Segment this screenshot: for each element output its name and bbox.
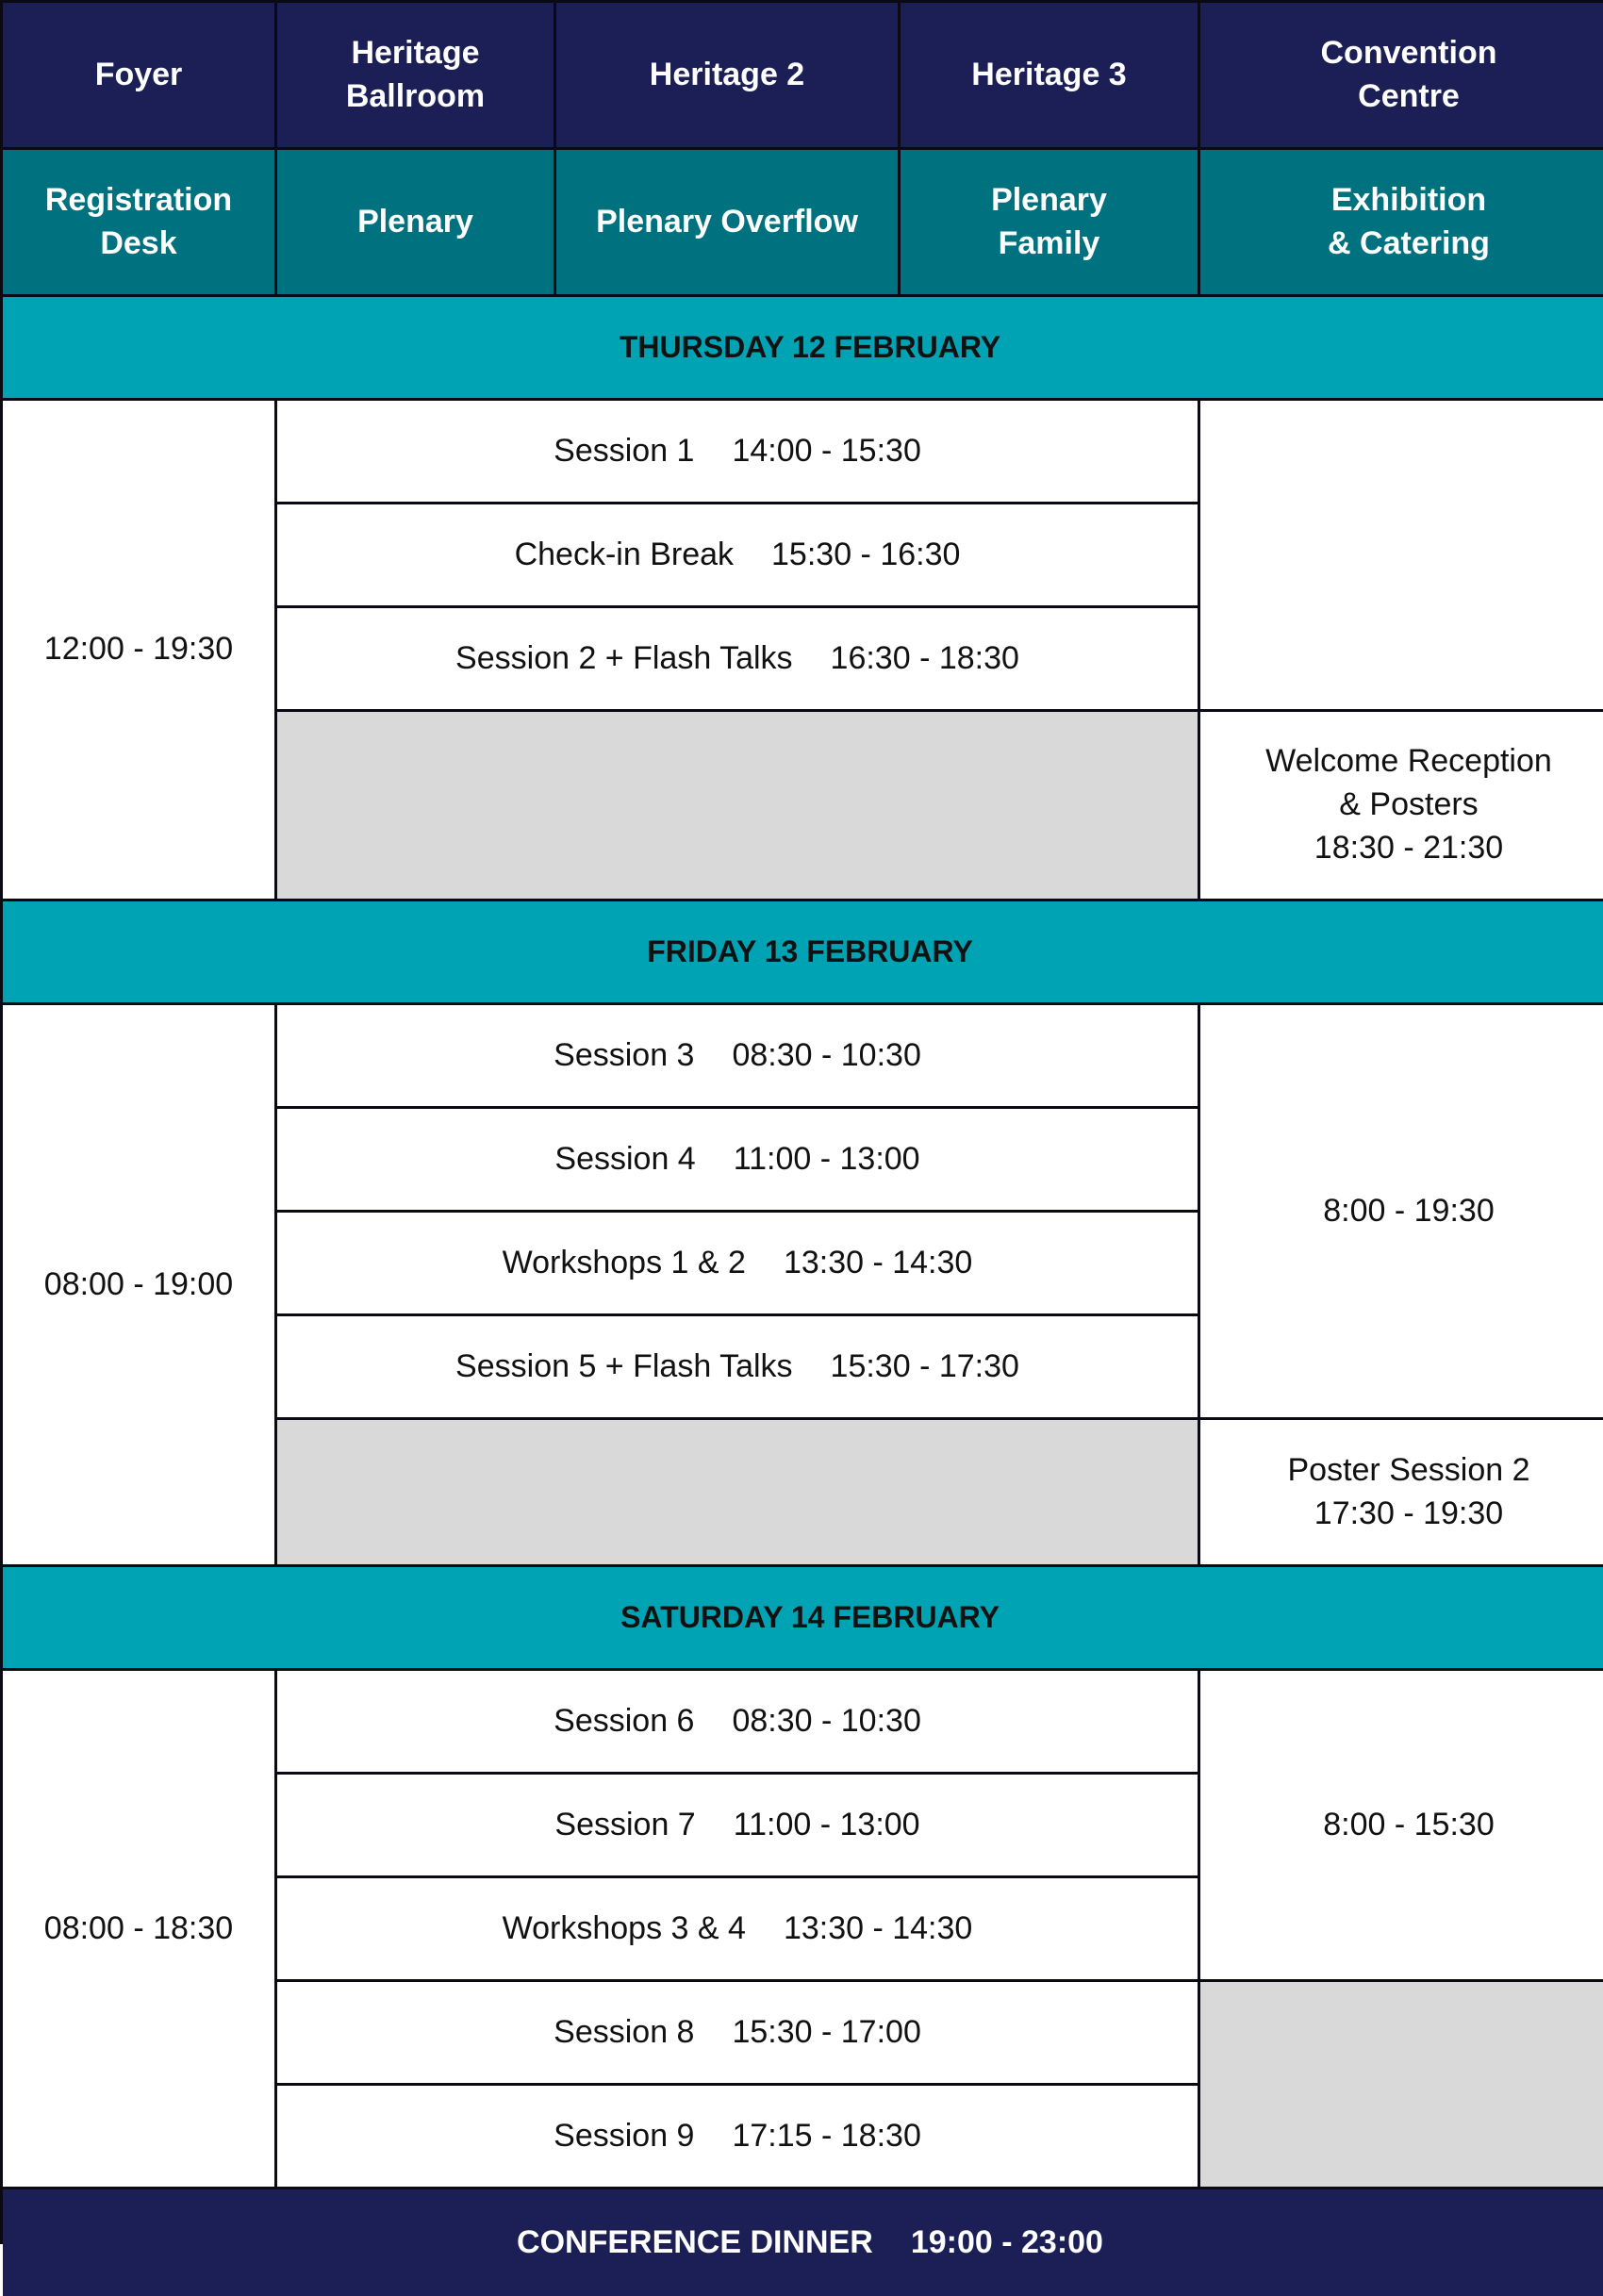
session-time: 14:00 - 15:30 xyxy=(732,432,921,469)
session-time: 11:00 - 13:00 xyxy=(733,1140,920,1177)
registration-hours-saturday: 08:00 - 18:30 xyxy=(3,1671,274,2187)
session-row xyxy=(277,608,1198,709)
session-row xyxy=(277,1213,1198,1313)
session-name: Session 8 xyxy=(554,2013,695,2050)
registration-hours-thursday: 12:00 - 19:30 xyxy=(3,401,274,899)
session-name: Session 3 xyxy=(554,1036,695,1073)
venue-foyer: Foyer xyxy=(3,3,274,147)
role-plenary-family: Plenary Family xyxy=(901,150,1198,294)
session-time: 11:00 - 13:00 xyxy=(733,1806,920,1842)
registration-hours-friday: 08:00 - 19:00 xyxy=(3,1005,274,1564)
dinner-time: 19:00 - 23:00 xyxy=(910,2223,1103,2260)
session-row xyxy=(277,1671,1198,1772)
role-registration-desk: Registration Desk xyxy=(3,150,274,294)
venue-heritage-2: Heritage 2 xyxy=(556,3,898,147)
dinner-label: CONFERENCE DINNER xyxy=(517,2223,873,2260)
session-time: 17:15 - 18:30 xyxy=(732,2117,921,2154)
session-time: 15:30 - 17:30 xyxy=(830,1347,1019,1384)
exhibition-empty-thursday xyxy=(1200,401,1603,709)
venue-convention-centre: Convention Centre xyxy=(1200,3,1603,147)
role-exhibition-catering: Exhibition & Catering xyxy=(1200,150,1603,294)
session-name: Workshops 3 & 4 xyxy=(502,1909,746,1946)
session-time: 08:30 - 10:30 xyxy=(732,1036,921,1073)
day-header-saturday: SATURDAY 14 FEBRUARY xyxy=(3,1567,1603,1668)
session-name: Session 6 xyxy=(554,1702,695,1739)
session-time: 13:30 - 14:30 xyxy=(783,1909,973,1946)
exhibition-hours-friday: 8:00 - 19:30 xyxy=(1200,1005,1603,1417)
role-plenary-overflow: Plenary Overflow xyxy=(556,150,898,294)
empty-grey-block xyxy=(277,712,1198,899)
session-name: Session 1 xyxy=(554,432,695,469)
exhibition-hours-saturday: 8:00 - 15:30 xyxy=(1200,1671,1603,1979)
session-name: Session 9 xyxy=(554,2117,695,2154)
empty-grey-block xyxy=(277,1420,1198,1564)
session-row xyxy=(277,1982,1198,2083)
venue-heritage-ballroom: Heritage Ballroom xyxy=(277,3,554,147)
poster-session-cell: Poster Session 2 17:30 - 19:30 xyxy=(1200,1420,1603,1564)
role-plenary: Plenary xyxy=(277,150,554,294)
session-row xyxy=(277,401,1198,502)
session-name: Workshops 1 & 2 xyxy=(502,1244,746,1280)
session-row xyxy=(277,504,1198,605)
session-time: 15:30 - 16:30 xyxy=(771,536,961,572)
session-name: Session 4 xyxy=(554,1140,696,1177)
session-row xyxy=(277,1005,1198,1106)
session-name: Check-in Break xyxy=(514,536,735,572)
session-row xyxy=(277,2086,1198,2187)
day-header-friday: FRIDAY 13 FEBRUARY xyxy=(3,901,1603,1002)
welcome-reception-cell: Welcome Reception & Posters 18:30 - 21:30 xyxy=(1200,712,1603,899)
session-name: Session 2 + Flash Talks xyxy=(455,639,793,676)
session-time: 13:30 - 14:30 xyxy=(783,1244,973,1280)
conference-dinner-banner xyxy=(3,2189,1603,2296)
session-name: Session 7 xyxy=(554,1806,696,1842)
session-name: Session 5 + Flash Talks xyxy=(455,1347,793,1384)
session-time: 16:30 - 18:30 xyxy=(830,639,1019,676)
session-time: 15:30 - 17:00 xyxy=(732,2013,921,2050)
session-time: 08:30 - 10:30 xyxy=(732,1702,921,1739)
session-row xyxy=(277,1878,1198,1979)
session-row xyxy=(277,1109,1198,1210)
session-row xyxy=(277,1316,1198,1417)
session-row xyxy=(277,1775,1198,1875)
day-header-thursday: THURSDAY 12 FEBRUARY xyxy=(3,297,1603,398)
empty-grey-block xyxy=(1200,1982,1603,2187)
venue-heritage-3: Heritage 3 xyxy=(901,3,1198,147)
